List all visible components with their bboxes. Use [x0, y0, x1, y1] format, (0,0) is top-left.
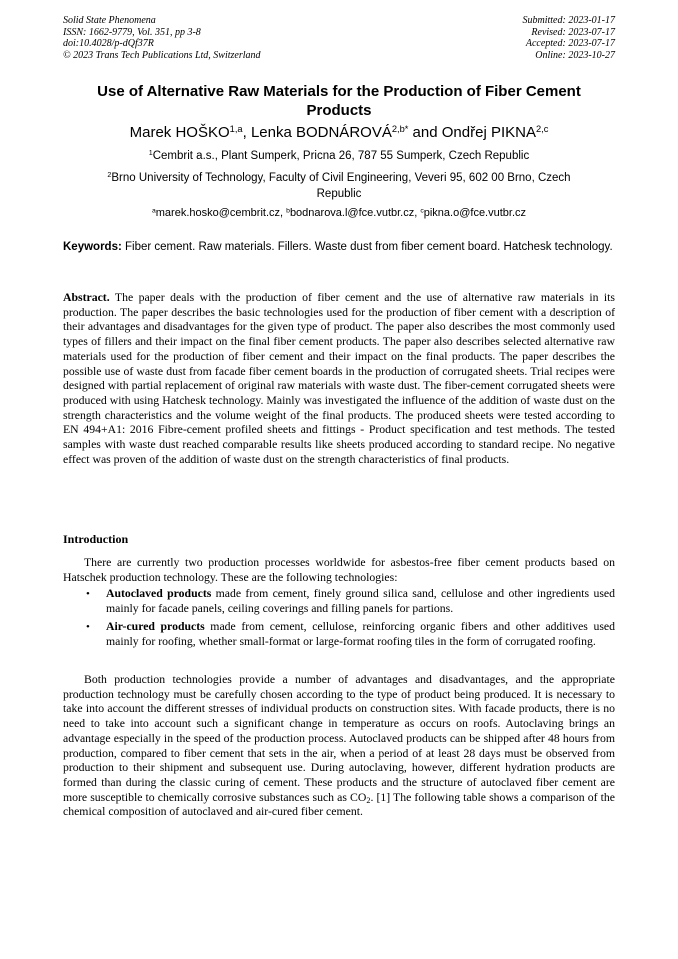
issn: ISSN: 1662-9779, Vol. 351, pp 3-8: [63, 26, 201, 38]
list-item-text: made from cement, cellulose, reinforcing organic fibers and other additives used mainly for roofing, whether small-format or large-format roofing tiles in the form of corrugated roofing.: [106, 620, 615, 649]
author-emails: [63, 206, 615, 221]
publication-dates: [523, 15, 616, 61]
intro-paragraph: [63, 673, 615, 820]
keywords: [63, 240, 615, 255]
affiliation-mark: 2: [107, 171, 112, 180]
journal-name: Solid State Phenomena: [63, 15, 156, 26]
abstract-label: Abstract.: [63, 291, 110, 304]
email-mark: a: [151, 207, 156, 215]
email-mark: b: [286, 207, 290, 215]
author-affiliation-mark: 2,c: [535, 123, 549, 134]
subscript: 2: [366, 795, 371, 805]
author-list: [63, 124, 615, 142]
keywords-text: Fiber cement. Raw materials. Fillers. Waste dust from fiber cement board. Hatchesk technology.: [121, 241, 613, 253]
intro-paragraph: There are currently two production processes worldwide for asbestos-free fiber cement products based on Hatschek production technology. These are the following technologies:: [63, 556, 615, 584]
journal-info: [63, 15, 261, 61]
section-heading-introduction: Introduction: [63, 532, 129, 546]
online-date: Online: 2023-10-27: [535, 49, 615, 61]
technology-list: [63, 587, 615, 654]
affiliation-text: Brno University of Technology, Faculty of Civil Engineering, Veveri 95, 602 00 Brno, Czech Republic: [111, 172, 571, 200]
bullet-icon: •: [86, 621, 90, 634]
affiliation-mark: 1: [148, 149, 153, 158]
author-name: Ondřej PIKNA: [441, 124, 536, 141]
list-item-term: Air-cured products: [106, 620, 205, 634]
affiliation-1: [63, 149, 615, 165]
email-address[interactable]: pikna.o@fce.vutbr.cz: [423, 207, 527, 219]
revised-date: Revised: 2023-07-17: [531, 26, 615, 38]
keywords-label: Keywords:: [63, 241, 122, 253]
list-item-term: Autoclaved products: [106, 587, 212, 600]
affiliation-2: [63, 171, 615, 202]
list-item-text: made from cement, finely ground silica sand, cellulose and other ingredients used mainly for facade panels, ceiling coverings and filling panels for partions.: [106, 587, 615, 615]
paragraph-text: Both production technologies provide a number of advantages and disadvantages, and the appropriate production technology must be carefully chosen according to the type of product being produced. It is necessary to take into account the different stresses of individual products on construction sites. With facade products, there is no need to take into account such a significant change in temperature as occurs on roofs. Autoclaving brings an advantage especially in the speed of the production process. Autoclaved products can be shipped after 48 hours from production, compared to fiber cement that sets in the air, when a period of at least 28 days must be observed from production to their shipment and subsequent use. During autoclaving, however, different hydration products are formed than during the classic curing of cement. These products and the structure of autoclaved fiber cement are more susceptible to chemically corrosive substances such as CO: [63, 673, 615, 804]
accepted-date: Accepted: 2023-07-17: [525, 38, 615, 50]
paper-title: Use of Alternative Raw Materials for the Production of Fiber Cement Products: [97, 83, 581, 119]
abstract: [63, 291, 615, 467]
copyright: © 2023 Trans Tech Publications Ltd, Switzerland: [63, 49, 261, 61]
author-affiliation-mark: 2,b*: [391, 123, 409, 134]
author-affiliation-mark: 1,a: [229, 123, 243, 134]
paragraph-text: . [1] The following table shows a comparison of the chemical composition of autoclaved and air-cured fiber cement.: [63, 790, 616, 819]
abstract-text: The paper deals with the production of fiber cement and the use of alternative raw materials in its production. The paper describes the basic technologies used for the production of fiber cement with a description of their advantages and disadvantages for the given type of product. The paper also describes the most commonly used types of fillers and their impact on the final fiber cement products. The paper also describes selected alternative raw materials used for the production of fiber cement and their impact on the final products. The paper describes the possible use of waste dust from facade fiber cement boards in the production of corrugated sheets. Trial recipes were designed with partial replacement of original raw materials with waste dust. The fiber-cement corrugated sheets were produced with using Hatchesk technology. Mainly was investigated the influence of the addition of waste dust on the strength characteristics and the volume weight of the final products. The produced sheets were tested according to EN 494+A1: 2016 Fibre-cement profiled sheets and fittings - Product specification and test methods. The tested samples with waste dust reached comparable results like sheets produced according to standard recipe. No negative effect was proven of the addition of waste dust on the strength characteristics of final products.: [63, 291, 615, 466]
author-name: Marek HOŠKO: [129, 124, 230, 141]
email-address[interactable]: marek.hosko@cembrit.cz,: [155, 207, 287, 219]
list-item: [63, 620, 615, 649]
affiliation-text: Cembrit a.s., Plant Sumperk, Pricna 26, 787 55 Sumperk, Czech Republic: [152, 150, 530, 162]
email-mark: c: [420, 207, 424, 215]
author-separator: ,: [242, 124, 251, 141]
submitted-date: Submitted: 2023-01-17: [522, 15, 615, 26]
email-address[interactable]: bodnarova.l@fce.vutbr.cz,: [289, 207, 421, 219]
author-separator: and: [408, 124, 442, 141]
list-item: [63, 587, 615, 616]
doi: doi:10.4028/p-dQf37R: [63, 38, 154, 50]
bullet-icon: •: [86, 588, 90, 600]
author-name: Lenka BODNÁROVÁ: [250, 124, 392, 141]
